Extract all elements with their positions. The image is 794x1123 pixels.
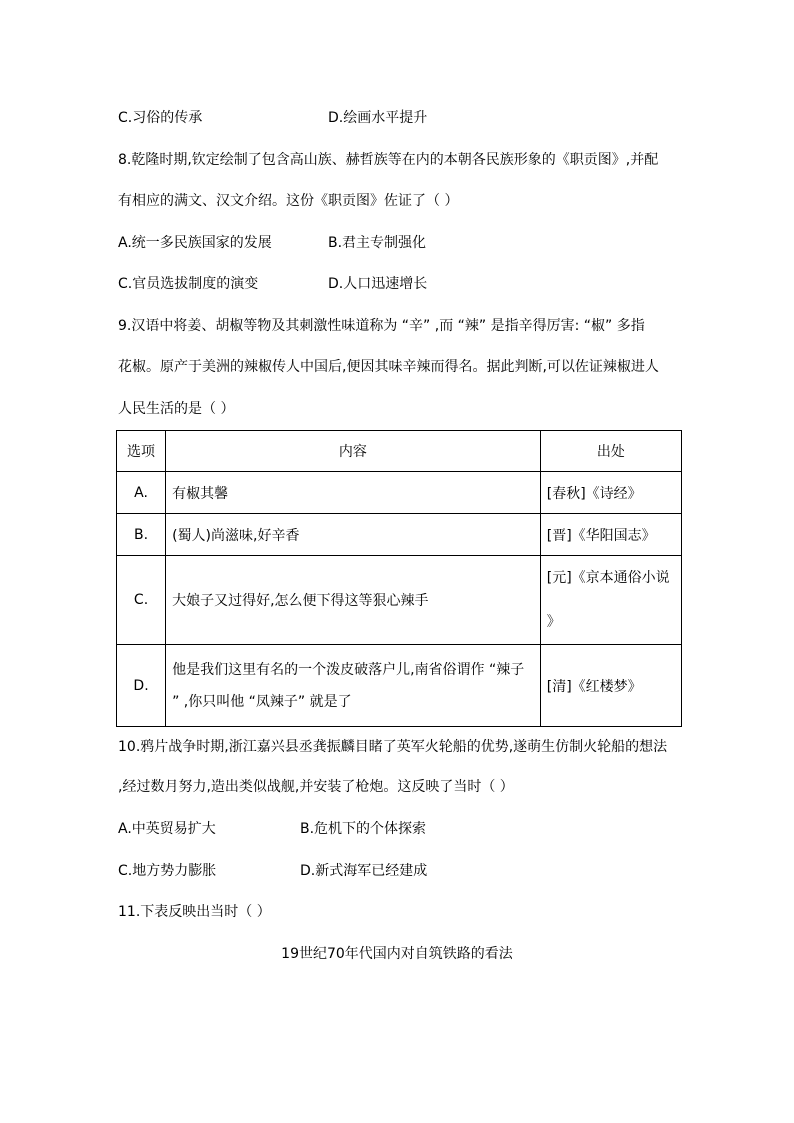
row-source-line1: [元]《京本通俗小说 xyxy=(546,570,670,586)
q9-table xyxy=(116,430,682,727)
row-content: 有椒其馨 xyxy=(166,472,541,514)
row-content xyxy=(166,645,541,727)
row-content-line2: ” ,你只叫他 “凤辣子” 就是了 xyxy=(172,693,352,710)
q10-option-c: C.地方势力膨胀 xyxy=(118,863,217,879)
row-option: A. xyxy=(117,472,166,514)
row-source: [晋]《华阳国志》 xyxy=(540,514,681,556)
row-content: (蜀人)尚滋味,好辛香 xyxy=(166,514,541,556)
header-content: 内容 xyxy=(166,431,541,472)
q9-stem-line1: 9.汉语中将姜、胡椒等物及其刺激性味道称为 “辛” ,而 “辣” 是指辛得厉害: “椒” 多指 xyxy=(118,318,645,334)
table-row xyxy=(117,472,682,514)
q10-stem-line1: 10.鸦片战争时期,浙江嘉兴县丞龚振麟目睹了英军火轮船的优势,遂萌生仿制火轮船的想法 xyxy=(118,739,668,755)
q10-option-b: B.危机下的个体探索 xyxy=(300,821,427,837)
q8-option-c: C.官员选拔制度的演变 xyxy=(118,276,259,292)
q11-stem-line1: 11.下表反映出当时（ ） xyxy=(118,904,271,920)
row-content-line1: 他是我们这里有名的一个泼皮破落户儿,南省俗谓作 “辣子 xyxy=(172,661,525,678)
q9-stem-line2: 花椒。原产于美洲的辣椒传人中国后,便因其味辛辣而得名。据此判断,可以佐证辣椒进人 xyxy=(118,359,659,375)
q11-table-title: 19世纪70年代国内对自筑铁路的看法 xyxy=(281,946,513,962)
q8-option-b: B.君主专制强化 xyxy=(328,235,427,251)
header-option: 选项 xyxy=(117,431,166,472)
row-option: D. xyxy=(117,645,166,727)
q10-stem-line2: ,经过数月努力,造出类似战舰,并安装了枪炮。这反映了当时（ ） xyxy=(118,779,514,795)
table-header-row xyxy=(117,431,682,472)
table-row xyxy=(117,645,682,727)
q8-stem-line2: 有相应的满文、汉文介绍。这份《职贡图》佐证了（ ） xyxy=(118,193,459,209)
table-row xyxy=(117,556,682,645)
header-source: 出处 xyxy=(540,431,681,472)
row-option: B. xyxy=(117,514,166,556)
q10-option-d: D.新式海军已经建成 xyxy=(300,863,428,879)
q7-option-d: D.绘画水平提升 xyxy=(328,110,428,126)
q8-option-d: D.人口迅速增长 xyxy=(328,276,428,292)
q7-option-c: C.习俗的传承 xyxy=(118,110,203,126)
row-source: [清]《红楼梦》 xyxy=(540,645,681,727)
q8-stem-line1: 8.乾隆时期,钦定绘制了包含高山族、赫哲族等在内的本朝各民族形象的《职贡图》,并配 xyxy=(118,152,659,168)
table-row xyxy=(117,514,682,556)
row-source: [春秋]《诗经》 xyxy=(540,472,681,514)
row-option: C. xyxy=(117,556,166,645)
q9-stem-line3: 人民生活的是（ ） xyxy=(118,401,235,417)
q8-option-a: A.统一多民族国家的发展 xyxy=(118,235,272,251)
row-source-line2: 》 xyxy=(546,614,561,630)
q10-option-a: A.中英贸易扩大 xyxy=(118,821,216,837)
row-content: 大娘子又过得好,怎么便下得这等狠心辣手 xyxy=(166,556,541,645)
row-source xyxy=(540,556,681,645)
